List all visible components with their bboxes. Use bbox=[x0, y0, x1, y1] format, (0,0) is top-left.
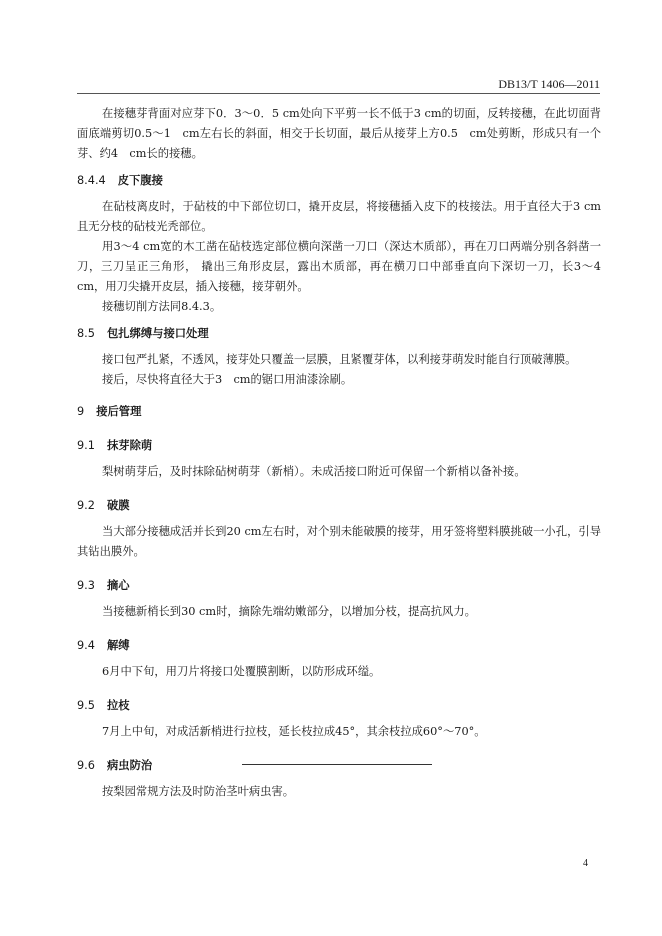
heading-title: 摘心 bbox=[106, 579, 130, 592]
heading-number: 9 bbox=[77, 405, 85, 418]
heading-number: 9.4 bbox=[77, 639, 95, 652]
paragraph: 6月中下旬，用刀片将接口处覆膜割断，以防形成环缢。 bbox=[102, 665, 381, 678]
paragraph-843-continued: 在接穗芽背面对应芽下0．3～0．5 cm处向下平剪一长不低于3 cm的切面，反转接穗，在此切面背面底端剪切0.5～1 cm左右长的斜面，相交于长切面，最后从接芽上方0.5 cm处剪断，形成只有一个芽、约4 cm长的接穗。 bbox=[77, 107, 601, 160]
paragraph: 接后，尽快将直径大于3 cm的锯口用油漆涂刷。 bbox=[102, 373, 353, 386]
heading-9-3 bbox=[77, 576, 601, 596]
heading-title: 接后管理 bbox=[96, 405, 142, 418]
paragraph: 当大部分接穗成活并长到20 cm左右时，对个别未能破膜的接芽，用牙签将塑料膜挑破一小孔，引导其钻出膜外。 bbox=[77, 525, 601, 558]
paragraph: 接穗切削方法同8.4.3。 bbox=[102, 300, 222, 313]
paragraph: 接口包严扎紧，不透风，接芽处只覆盖一层膜，且紧覆芽体，以利接芽萌发时能自行顶破薄膜。 bbox=[102, 353, 577, 366]
paragraph: 在砧枝离皮时，于砧枝的中下部位切口，撬开皮层，将接穗插入皮下的枝接法。用于直径大于3 cm且无分枝的砧枝光秃部位。 bbox=[77, 200, 601, 233]
heading-title: 病虫防治 bbox=[106, 759, 153, 772]
paragraph: 当接穗新梢长到30 cm时，摘除先端幼嫩部分，以增加分枝，提高抗风力。 bbox=[102, 605, 476, 618]
document-body bbox=[77, 104, 601, 802]
heading-number: 9.5 bbox=[77, 699, 95, 712]
heading-title: 包扎绑缚与接口处理 bbox=[106, 327, 209, 340]
paragraph: 按梨园常规方法及时防治茎叶病虫害。 bbox=[102, 785, 295, 798]
document-code: DB13/T 1406—2011 bbox=[498, 77, 600, 91]
heading-title: 解缚 bbox=[106, 639, 130, 652]
heading-number: 9.2 bbox=[77, 499, 95, 512]
heading-8-5 bbox=[77, 324, 601, 344]
end-of-document-rule bbox=[242, 764, 432, 765]
heading-9-4 bbox=[77, 636, 601, 656]
heading-9-6 bbox=[77, 756, 601, 776]
heading-title: 皮下腹接 bbox=[117, 174, 163, 187]
header-divider bbox=[77, 93, 600, 94]
heading-title: 拉枝 bbox=[106, 699, 130, 712]
heading-8-4-4 bbox=[77, 171, 601, 191]
heading-number: 9.6 bbox=[77, 759, 95, 772]
heading-9-1 bbox=[77, 436, 601, 456]
page-number: 4 bbox=[583, 858, 588, 869]
heading-title: 抹芽除萌 bbox=[106, 439, 153, 452]
heading-number: 8.4.4 bbox=[77, 174, 106, 187]
heading-title: 破膜 bbox=[106, 499, 130, 512]
paragraph: 梨树萌芽后，及时抹除砧树萌芽（新梢）。未成活接口附近可保留一个新梢以备补接。 bbox=[102, 465, 526, 478]
heading-number: 9.3 bbox=[77, 579, 95, 592]
paragraph: 用3～4 cm宽的木工凿在砧枝选定部位横向深凿一刀口（深达木质部），再在刀口两端分别各斜凿一刀，三刀呈正三角形， 撬出三角形皮层，露出木质部，再在横刀口中部垂直向下深切一刀，长3～4 cm，用刀尖撬开皮层，插入接穗，接芽朝外。 bbox=[77, 240, 601, 293]
heading-9-2 bbox=[77, 496, 601, 516]
heading-9 bbox=[77, 402, 601, 422]
heading-9-5 bbox=[77, 696, 601, 716]
heading-number: 9.1 bbox=[77, 439, 95, 452]
heading-number: 8.5 bbox=[77, 327, 95, 340]
paragraph: 7月上中旬，对成活新梢进行拉枝，延长枝拉成45°，其余枝拉成60°～70°。 bbox=[102, 725, 486, 738]
